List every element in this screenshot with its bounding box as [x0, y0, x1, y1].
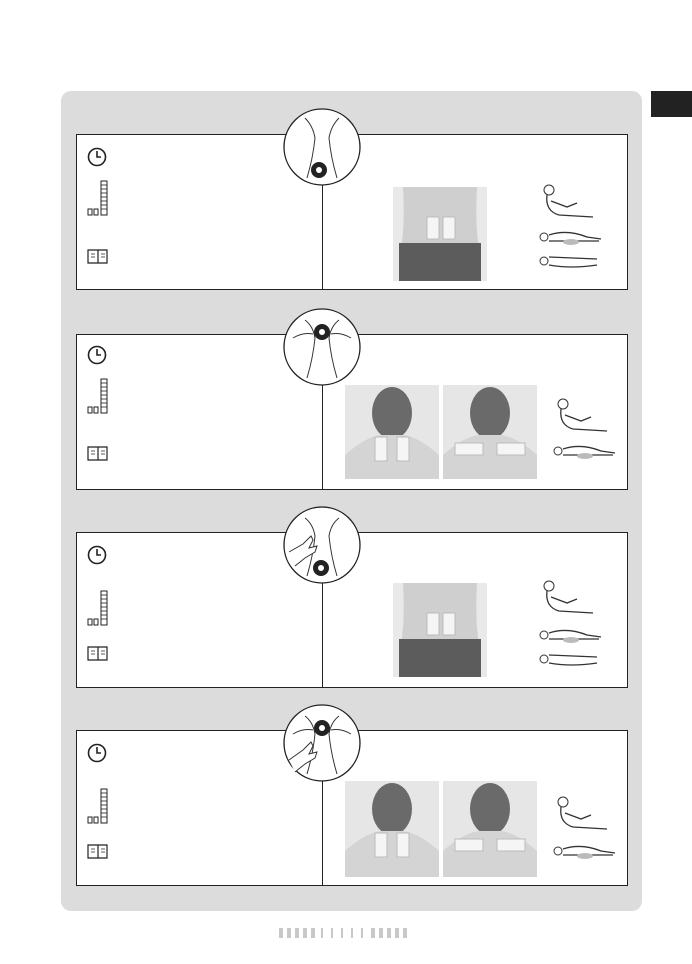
neck-electrodes-photo-horizontal — [443, 781, 537, 877]
manual-book-icon — [87, 248, 109, 264]
clock-icon — [87, 545, 107, 565]
reclined-sitting-pose-icon — [551, 397, 611, 433]
page-marker-bars — [279, 928, 413, 938]
section-tab — [651, 91, 692, 117]
back-lower-torso-diagram — [283, 108, 361, 186]
intensity-level-icon — [87, 377, 109, 415]
lying-on-back-pose-icon — [537, 625, 603, 645]
clock-icon — [87, 345, 107, 365]
back-with-hand-diagram — [283, 506, 361, 584]
clock-icon — [87, 743, 107, 763]
reclined-sitting-pose-icon — [537, 579, 597, 615]
reclined-sitting-pose-icon — [551, 795, 611, 831]
neck-electrodes-photo-horizontal — [443, 385, 537, 479]
reclined-sitting-pose-icon — [537, 183, 597, 219]
intensity-level-icon — [87, 787, 109, 825]
lying-on-back-pose-icon — [551, 441, 617, 461]
lying-on-stomach-pose-icon — [537, 649, 603, 669]
manual-book-icon — [87, 645, 109, 661]
lying-on-back-pose-icon — [537, 227, 603, 247]
clock-icon — [87, 147, 107, 167]
intensity-level-icon — [87, 589, 109, 627]
intensity-level-icon — [87, 179, 109, 217]
lower-back-electrodes-photo — [393, 187, 487, 281]
upper-back-with-hand-diagram — [283, 704, 361, 782]
lying-on-stomach-pose-icon — [537, 251, 603, 271]
manual-book-icon — [87, 843, 109, 859]
manual-book-icon — [87, 445, 109, 461]
lower-back-electrodes-photo — [393, 583, 487, 677]
neck-electrodes-photo-vertical — [345, 385, 439, 479]
neck-electrodes-photo-vertical — [345, 781, 439, 877]
upper-back-diagram — [283, 308, 361, 386]
lying-on-back-pose-icon — [551, 841, 617, 861]
